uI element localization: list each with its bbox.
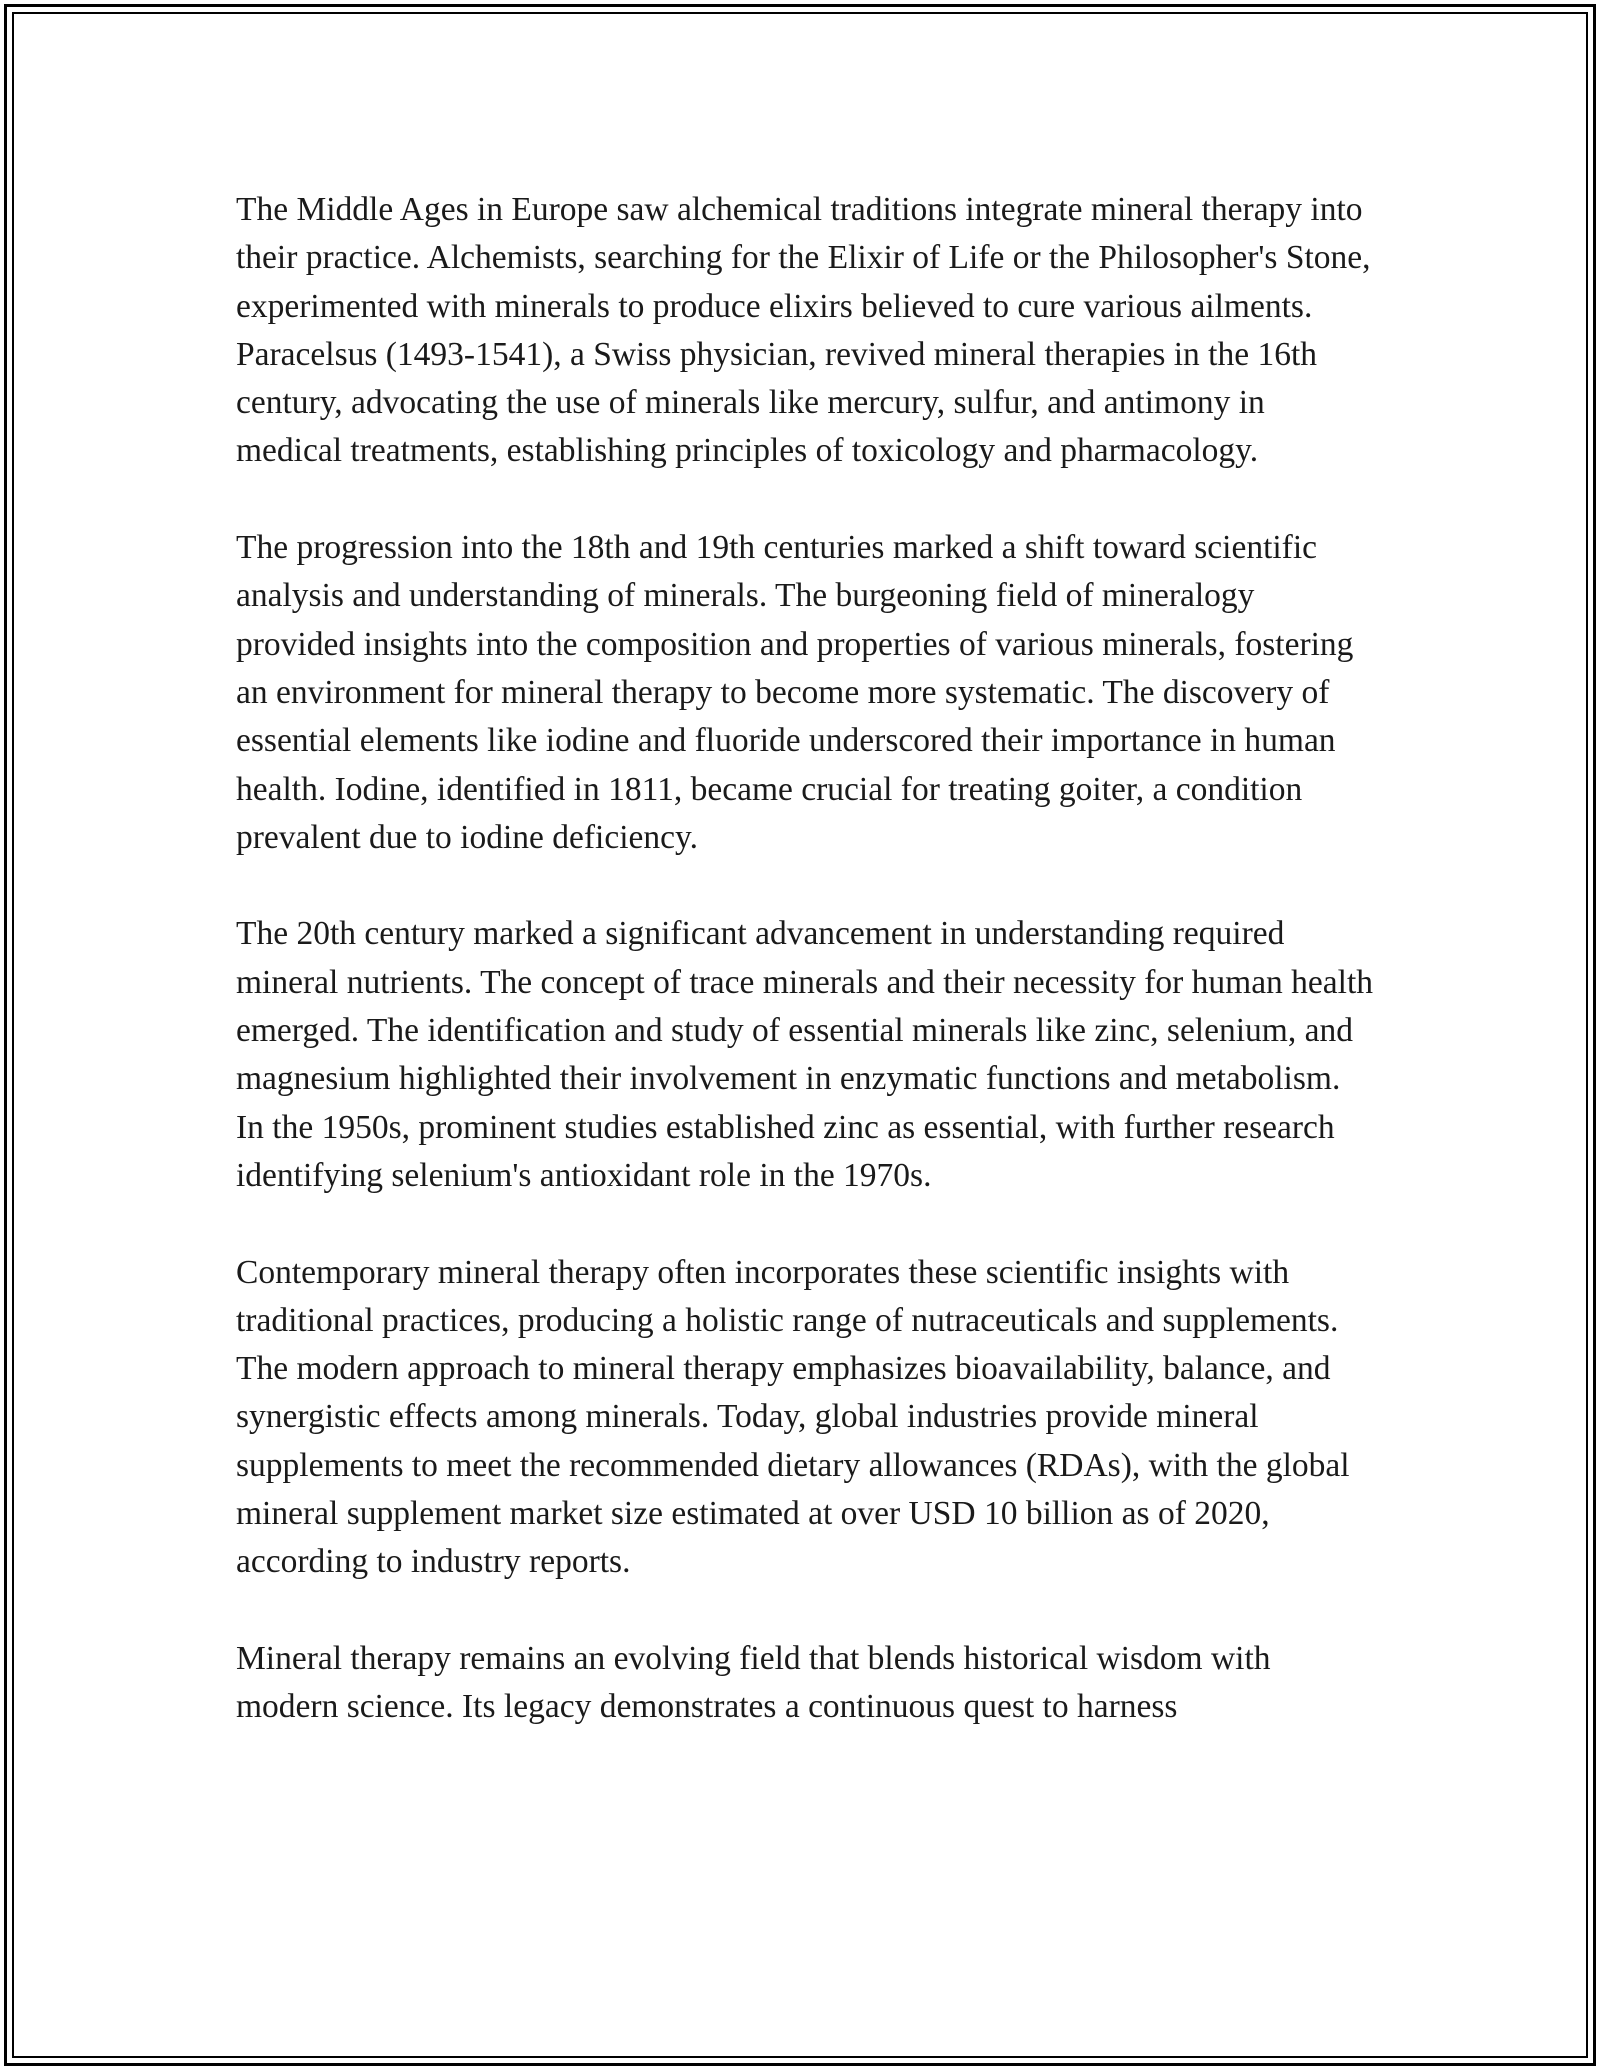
paragraph-5: Mineral therapy remains an evolving field that blends historical wisdom with modern science. Its legacy demonstrates a continuous quest to harness (236, 1639, 1271, 1726)
document-body (236, 186, 1376, 1780)
paragraph-3: The 20th century marked a significant advancement in understanding required mineral nutrients. The concept of trace minerals and their necessity for human health emerged. The identification and study of essential minerals like zinc, selenium, and magnesium highlighted their involvement in enzymatic functions and metabolism. In the 1950s, prominent studies established zinc as essential, with further research identifying selenium's antioxidant role in the 1970s. (236, 915, 1374, 1194)
paragraph-2: The progression into the 18th and 19th centuries marked a shift toward scientific analysis and understanding of minerals. The burgeoning field of mineralogy provided insights into the composition and properties of various minerals, fostering an environment for mineral therapy to become more systematic. The discovery of essential elements like iodine and fluoride underscored their importance in human health. Iodine, identified in 1811, became crucial for treating goiter, a condition prevalent due to iodine deficiency. (236, 529, 1354, 856)
paragraph-1: The Middle Ages in Europe saw alchemical traditions integrate mineral therapy into their practice. Alchemists, searching for the Elixir of Life or the Philosopher's Stone, experimented with minerals to produce elixirs believed to cure various ailments. Paracelsus (1493-1541), a Swiss physician, revived mineral therapies in the 16th century, advocating the use of minerals like mercury, sulfur, and antimony in medical treatments, establishing principles of toxicology and pharmacology. (236, 191, 1371, 470)
paragraph-4: Contemporary mineral therapy often incorporates these scientific insights with traditional practices, producing a holistic range of nutraceuticals and supplements. The modern approach to mineral therapy emphasizes bioavailability, balance, and synergistic effects among minerals. Today, global industries provide mineral supplements to meet the recommended dietary allowances (RDAs), with the global mineral supplement market size estimated at over USD 10 billion as of 2020, according to industry reports. (236, 1253, 1350, 1581)
